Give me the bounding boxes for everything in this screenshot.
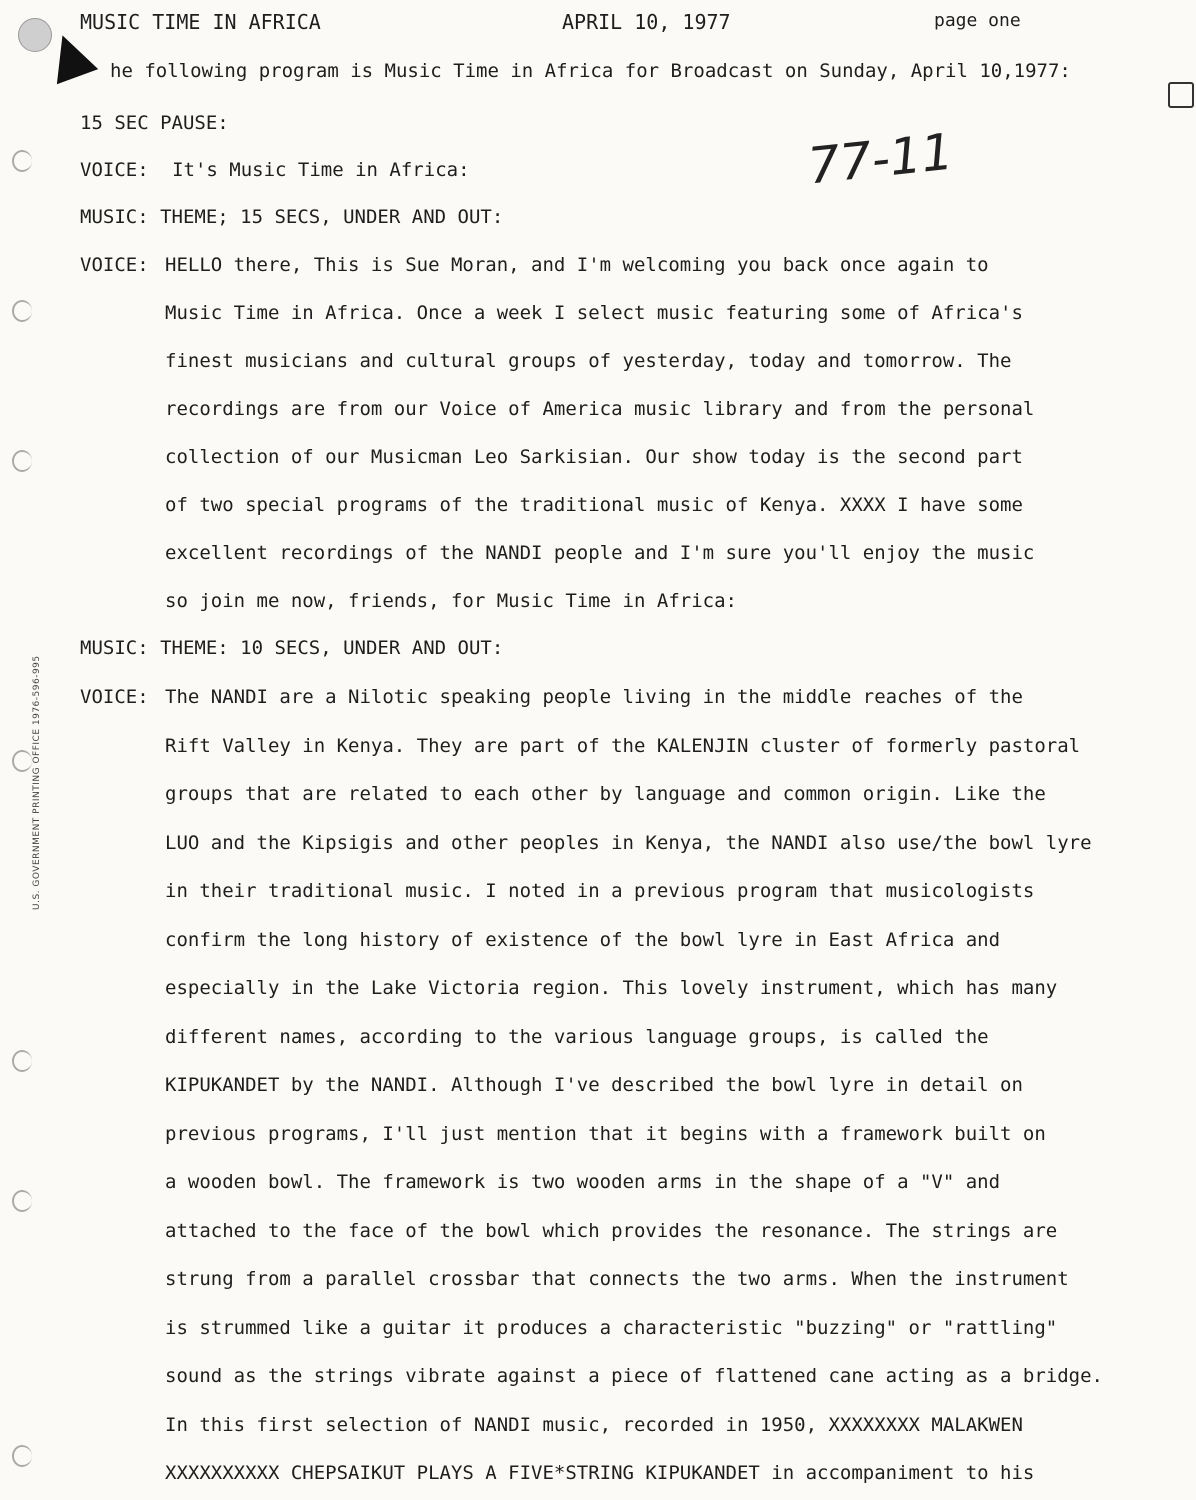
- script-line: XXXXXXXXXX CHEPSAIKUT PLAYS A FIVE*STRING KIPUKANDET in accompaniment to his: [165, 1462, 1035, 1484]
- script-line: groups that are related to each other by language and common origin. Like the: [165, 783, 1046, 805]
- intro-line: he following program is Music Time in Africa for Broadcast on Sunday, April 10,1977:: [110, 60, 1071, 82]
- binder-hole: [12, 750, 32, 772]
- broadcast-date: APRIL 10, 1977: [562, 10, 731, 34]
- script-line: of two special programs of the traditional music of Kenya. XXXX I have some: [165, 494, 1023, 516]
- script-line: LUO and the Kipsigis and other peoples in Kenya, the NANDI also use/the bowl lyre: [165, 831, 1092, 854]
- script-line: sound as the strings vibrate against a piece of flattened cane acting as a bridge.: [165, 1365, 1103, 1387]
- pause-cue: 15 SEC PAUSE:: [80, 112, 229, 134]
- script-line: strung from a parallel crossbar that connects the two arms. When the instrument: [165, 1268, 1069, 1290]
- script-line: especially in the Lake Victoria region. This lovely instrument, which has many: [165, 977, 1058, 999]
- voice-label-2: VOICE:: [80, 254, 149, 276]
- script-line: in their traditional music. I noted in a previous program that musicologists: [165, 880, 1035, 902]
- music-label: MUSIC:: [80, 206, 149, 228]
- margin-checkbox: [1168, 82, 1194, 108]
- script-line: different names, according to the various language groups, is called the: [165, 1025, 989, 1048]
- script-line: HELLO there, This is Sue Moran, and I'm welcoming you back once again to: [165, 254, 989, 276]
- page-header: [80, 10, 1046, 40]
- script-line: is strummed like a guitar it produces a characteristic "buzzing" or "rattling": [165, 1316, 1058, 1339]
- voice-text: It's Music Time in Africa:: [172, 159, 470, 181]
- script-line: excellent recordings of the NANDI people and I'm sure you'll enjoy the music: [165, 542, 1035, 564]
- script-line: The NANDI are a Nilotic speaking people living in the middle reaches of the: [165, 686, 1023, 708]
- program-title: MUSIC TIME IN AFRICA: [80, 10, 321, 34]
- voice-cue: [80, 159, 470, 181]
- script-line: a wooden bowl. The framework is two wooden arms in the shape of a "V" and: [165, 1171, 1001, 1193]
- script-line: Rift Valley in Kenya. They are part of the KALENJIN cluster of formerly pastoral: [165, 734, 1081, 757]
- voice-label-3: VOICE:: [80, 686, 149, 708]
- binder-hole: [12, 1190, 32, 1212]
- script-line: so join me now, friends, for Music Time in Africa:: [165, 590, 737, 612]
- script-line: KIPUKANDET by the NANDI. Although I've described the bowl lyre in detail on: [165, 1074, 1023, 1096]
- handwritten-note: 77-11: [805, 122, 956, 196]
- binder-hole: [12, 450, 32, 472]
- page-number: page one: [934, 10, 1021, 31]
- music-cue: [80, 206, 503, 228]
- binder-hole: [12, 1445, 32, 1467]
- binder-hole: [12, 300, 32, 322]
- script-line: previous programs, I'll just mention that it begins with a framework built on: [165, 1122, 1046, 1145]
- script-line: In this first selection of NANDI music, recorded in 1950, XXXXXXXX MALAKWEN: [165, 1413, 1023, 1436]
- script-line: Music Time in Africa. Once a week I select music featuring some of Africa's: [165, 302, 1023, 324]
- binder-hole: [12, 1050, 32, 1072]
- gpo-imprint: U.S. GOVERNMENT PRINTING OFFICE 1976-596-995: [32, 655, 42, 910]
- music-text: THEME; 15 SECS, UNDER AND OUT:: [160, 206, 504, 228]
- script-line: finest musicians and cultural groups of yesterday, today and tomorrow. The: [165, 350, 1012, 372]
- script-line: confirm the long history of existence of the bowl lyre in East Africa and: [165, 928, 1001, 951]
- voice-label: VOICE:: [80, 159, 149, 181]
- script-line: recordings are from our Voice of America music library and from the personal: [165, 398, 1035, 420]
- music-text: THEME: 10 SECS, UNDER AND OUT:: [160, 637, 504, 659]
- script-line: collection of our Musicman Leo Sarkisian. Our show today is the second part: [165, 446, 1023, 468]
- music-label: MUSIC:: [80, 637, 149, 659]
- script-line: attached to the face of the bowl which provides the resonance. The strings are: [165, 1219, 1058, 1242]
- music-cue-2: [80, 637, 503, 659]
- binder-hole: [12, 150, 32, 172]
